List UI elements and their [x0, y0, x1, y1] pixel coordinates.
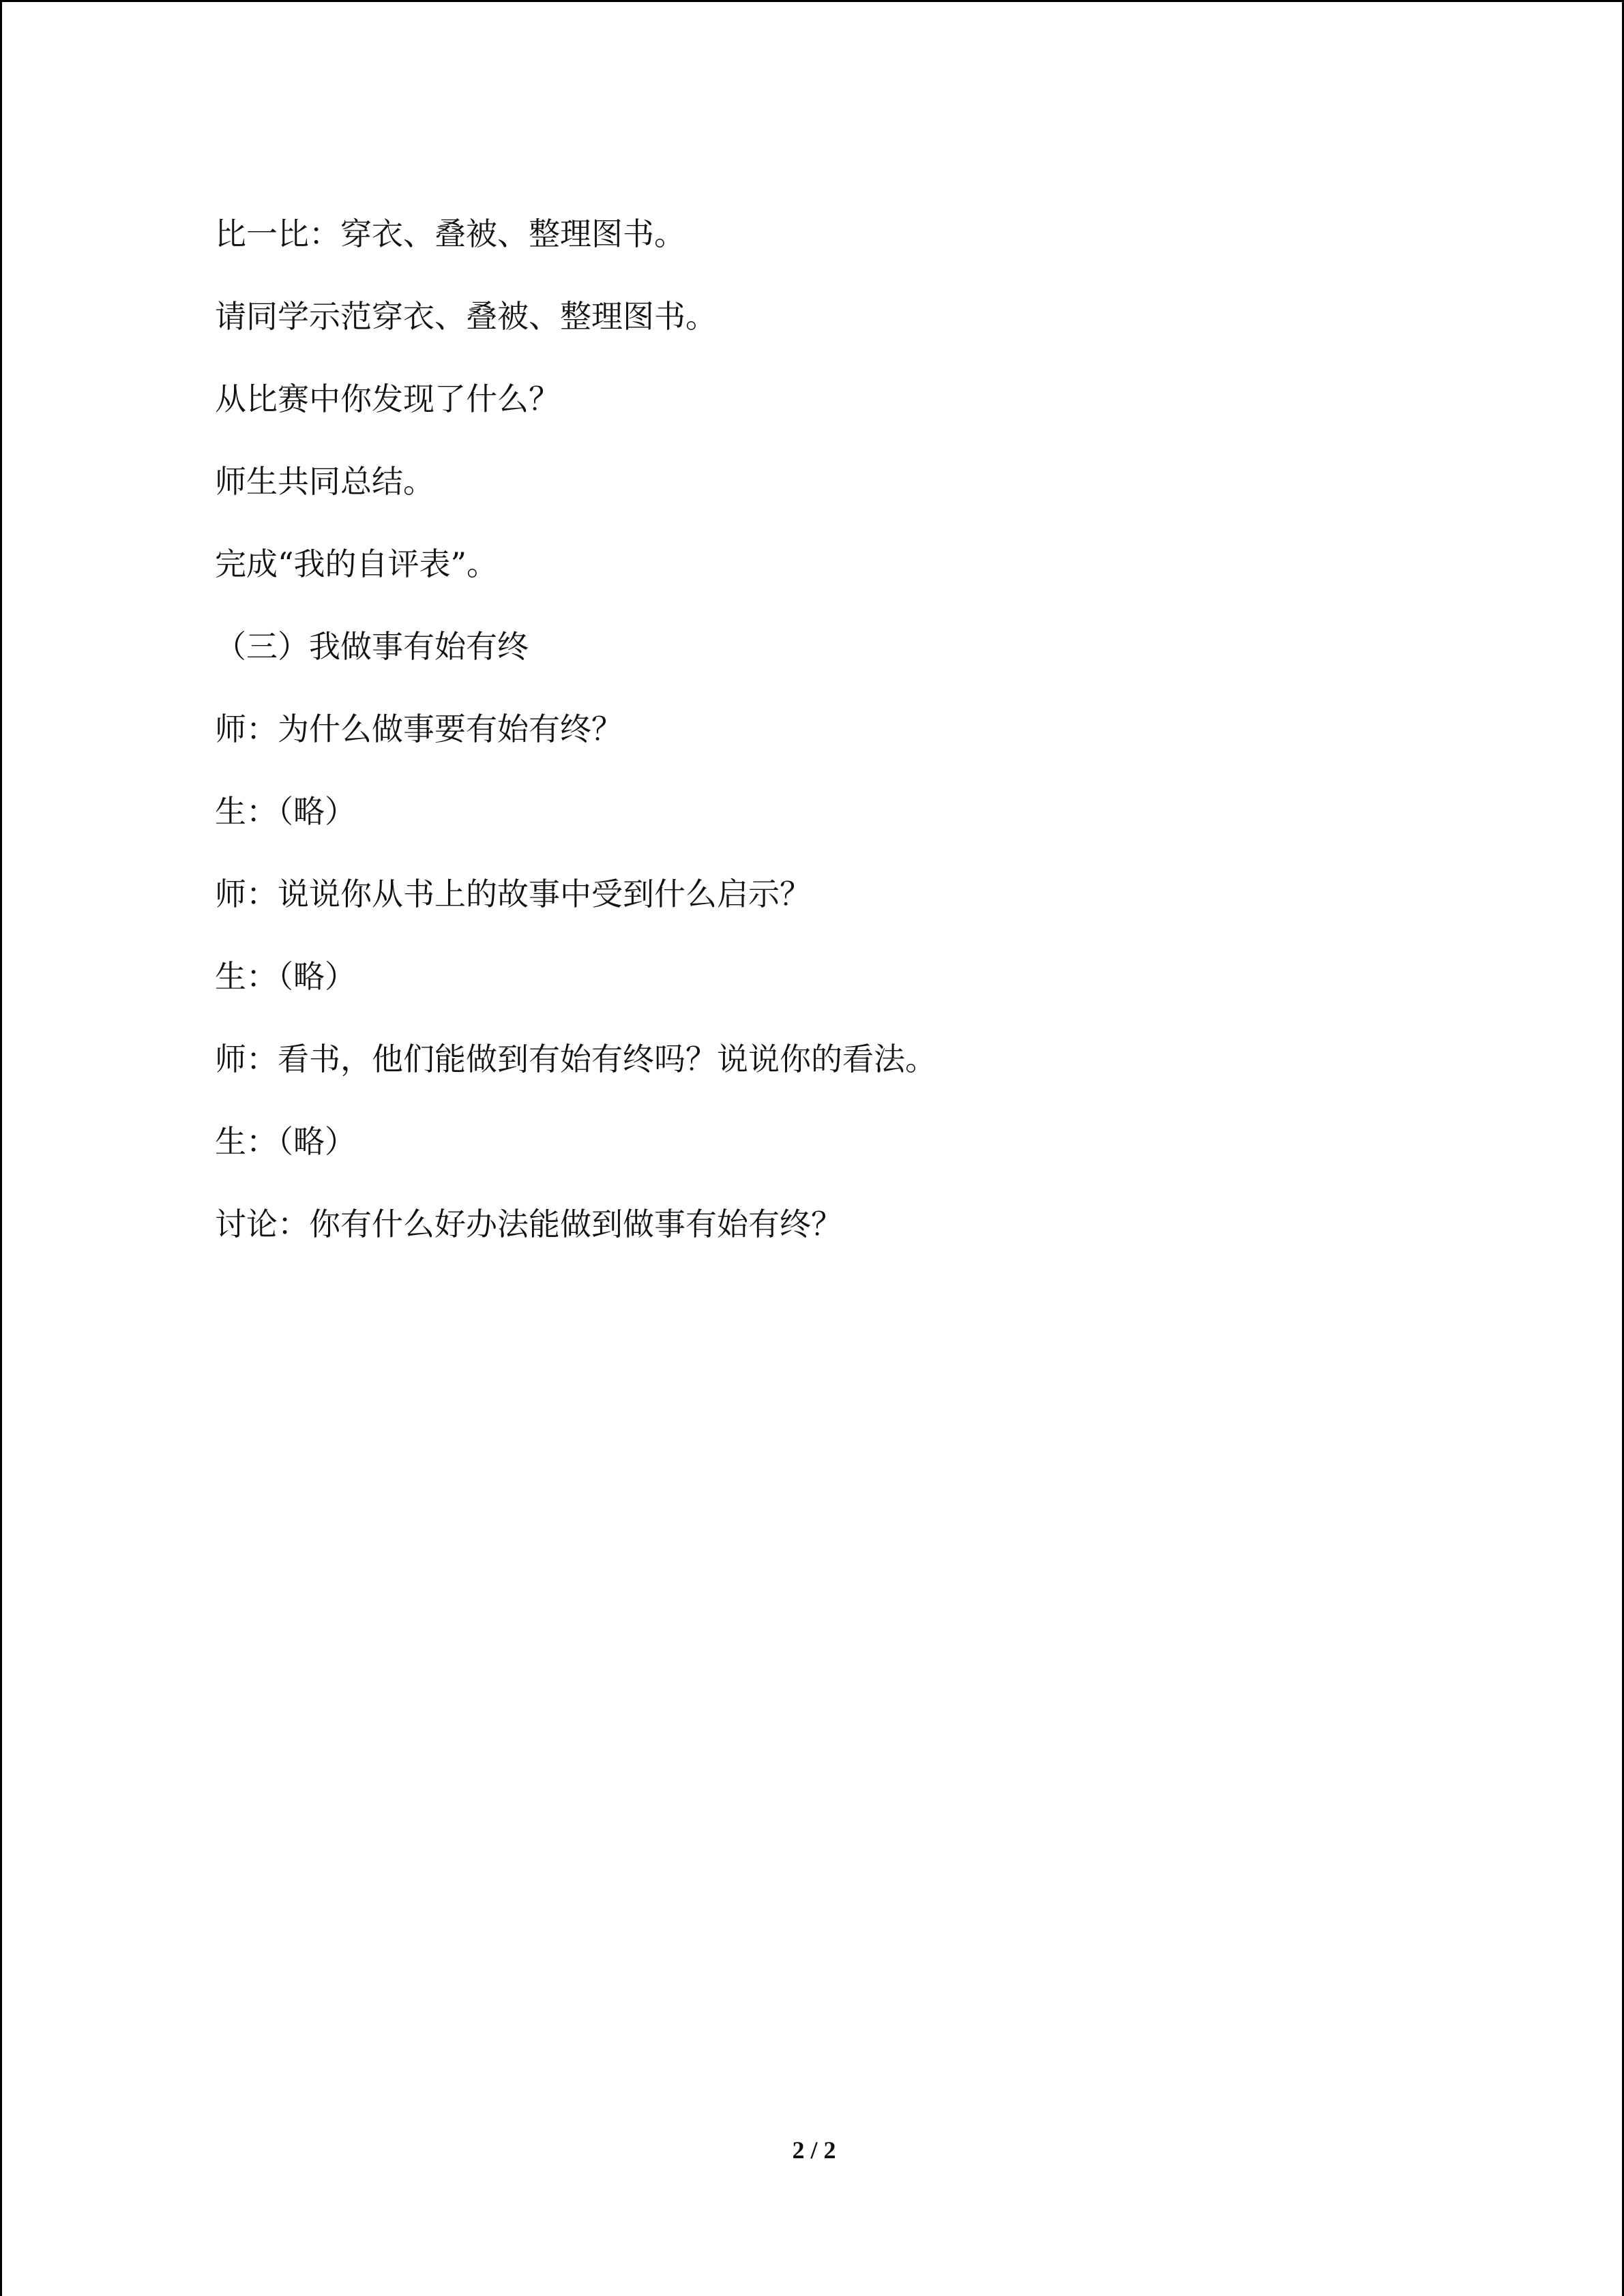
paragraph-compare: 比一比：穿衣、叠被、整理图书。 — [215, 215, 685, 252]
paragraph-discovery-question: 从比赛中你发现了什么？ — [215, 381, 560, 417]
paragraph-student-answer-3: 生：（略） — [215, 1123, 356, 1160]
paragraph-teacher-question-1: 师：为什么做事要有始有终？ — [215, 711, 623, 747]
page-body — [215, 213, 1415, 1286]
paragraph-student-answer-1: 生：（略） — [215, 793, 356, 830]
paragraph-teacher-question-2: 师：说说你从书上的故事中受到什么启示？ — [215, 876, 811, 912]
section-heading: （三）我做事有始有终 — [215, 628, 529, 665]
paragraph-demonstrate: 请同学示范穿衣、叠被、整理图书。 — [215, 298, 717, 335]
page-number: 2 / 2 — [792, 2136, 836, 2164]
paragraph-self-evaluation: 完成“我的自评表”。 — [215, 546, 499, 582]
paragraph-student-answer-2: 生：（略） — [215, 958, 356, 995]
paragraph-teacher-question-3: 师：看书，他们能做到有始有终吗？说说你的看法。 — [215, 1041, 936, 1077]
paragraph-discussion: 讨论：你有什么好办法能做到做事有始有终？ — [215, 1206, 842, 1242]
paragraph-summary: 师生共同总结。 — [215, 463, 434, 500]
